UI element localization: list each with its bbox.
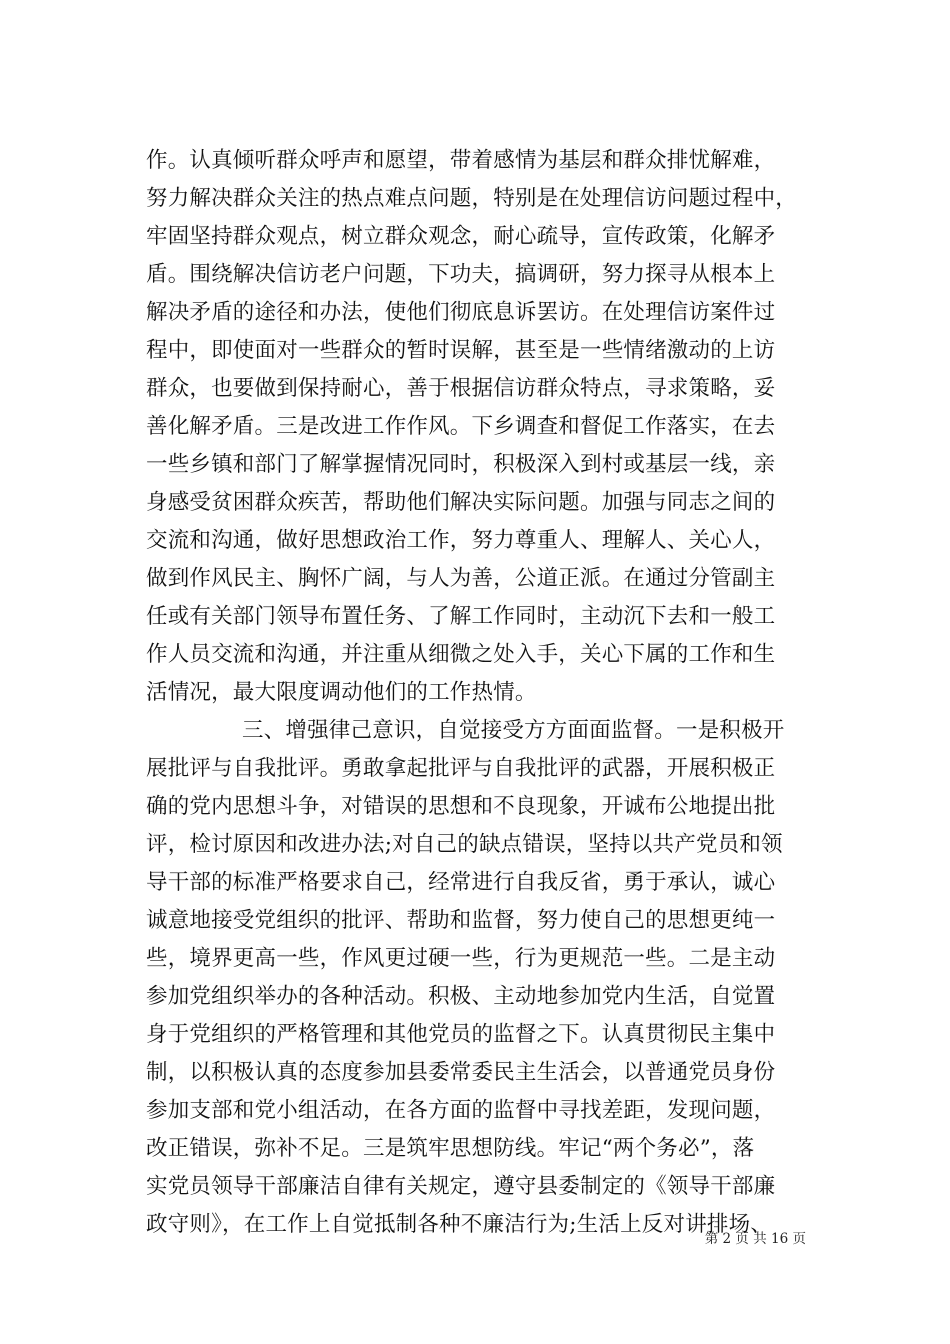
- body-text-line: 一些乡镇和部门了解掌握情况同时，积极深入到村或基层一线，亲: [146, 452, 776, 477]
- body-text-line: 解决矛盾的途径和办法，使他们彻底息诉罢访。在处理信访案件过: [146, 300, 776, 325]
- body-text-line: 身于党组织的严格管理和其他党员的监督之下。认真贯彻民主集中: [146, 1022, 776, 1047]
- body-text-line: 努力解决群众关注的热点难点问题，特别是在处理信访问题过程中，: [146, 186, 798, 211]
- body-text-line: 群众，也要做到保持耐心，善于根据信访群众特点，寻求策略，妥: [146, 376, 776, 401]
- body-text-line: 政守则》，在工作上自觉抵制各种不廉洁行为;生活上反对讲排场、: [146, 1212, 772, 1237]
- body-text-line: 评，检讨原因和改进办法;对自己的缺点错误，坚持以共产党员和领: [146, 832, 783, 857]
- body-text-line: 做到作风民主、胸怀广阔，与人为善，公道正派。在通过分管副主: [146, 566, 776, 591]
- body-text-line: 任或有关部门领导布置任务、了解工作同时，主动沉下去和一般工: [146, 604, 776, 629]
- body-text-line: 作。认真倾听群众呼声和愿望，带着感情为基层和群众排忧解难，: [146, 148, 776, 173]
- body-text-line: 诚意地接受党组织的批评、帮助和监督，努力使自己的思想更纯一: [146, 908, 776, 933]
- page-number-footer: 第 2 页 共 16 页: [704, 1231, 806, 1247]
- body-text-line: 善化解矛盾。三是改进工作作风。下乡调查和督促工作落实，在去: [146, 414, 776, 439]
- body-text-line: 导干部的标准严格要求自己，经常进行自我反省，勇于承认，诚心: [146, 870, 776, 895]
- body-text-line: 制，以积极认真的态度参加县委常委民主生活会，以普通党员身份: [146, 1060, 776, 1085]
- body-text-line: 活情况，最大限度调动他们的工作热情。: [146, 680, 537, 705]
- body-text-line: 确的党内思想斗争，对错误的思想和不良现象，开诚布公地提出批: [146, 794, 776, 819]
- body-text-line: 身感受贫困群众疾苦，帮助他们解决实际问题。加强与同志之间的: [146, 490, 776, 515]
- body-text-line: 实党员领导干部廉洁自律有关规定，遵守县委制定的《领导干部廉: [146, 1174, 776, 1199]
- body-text-line: 交流和沟通，做好思想政治工作，努力尊重人、理解人、关心人，: [146, 528, 776, 553]
- body-text-line: 程中，即使面对一些群众的暂时误解，甚至是一些情绪激动的上访: [146, 338, 776, 363]
- body-text-line: 参加党组织举办的各种活动。积极、主动地参加党内生活，自觉置: [146, 984, 776, 1009]
- body-text-line: 改正错误，弥补不足。三是筑牢思想防线。牢记“两个务必”，落: [146, 1136, 755, 1161]
- body-text-line: 些，境界更高一些，作风更过硬一些，行为更规范一些。二是主动: [146, 946, 776, 971]
- section-heading-line: 三、增强律己意识，自觉接受方方面面监督。一是积极开: [242, 718, 785, 743]
- body-text-line: 参加支部和党小组活动，在各方面的监督中寻找差距，发现问题，: [146, 1098, 776, 1123]
- body-text-line: 盾。围绕解决信访老户问题，下功夫，搞调研，努力探寻从根本上: [146, 262, 776, 287]
- body-text-line: 牢固坚持群众观点，树立群众观念，耐心疏导，宣传政策，化解矛: [146, 224, 776, 249]
- body-text-line: 作人员交流和沟通，并注重从细微之处入手，关心下属的工作和生: [146, 642, 776, 667]
- body-text-line: 展批评与自我批评。勇敢拿起批评与自我批评的武器，开展积极正: [146, 756, 776, 781]
